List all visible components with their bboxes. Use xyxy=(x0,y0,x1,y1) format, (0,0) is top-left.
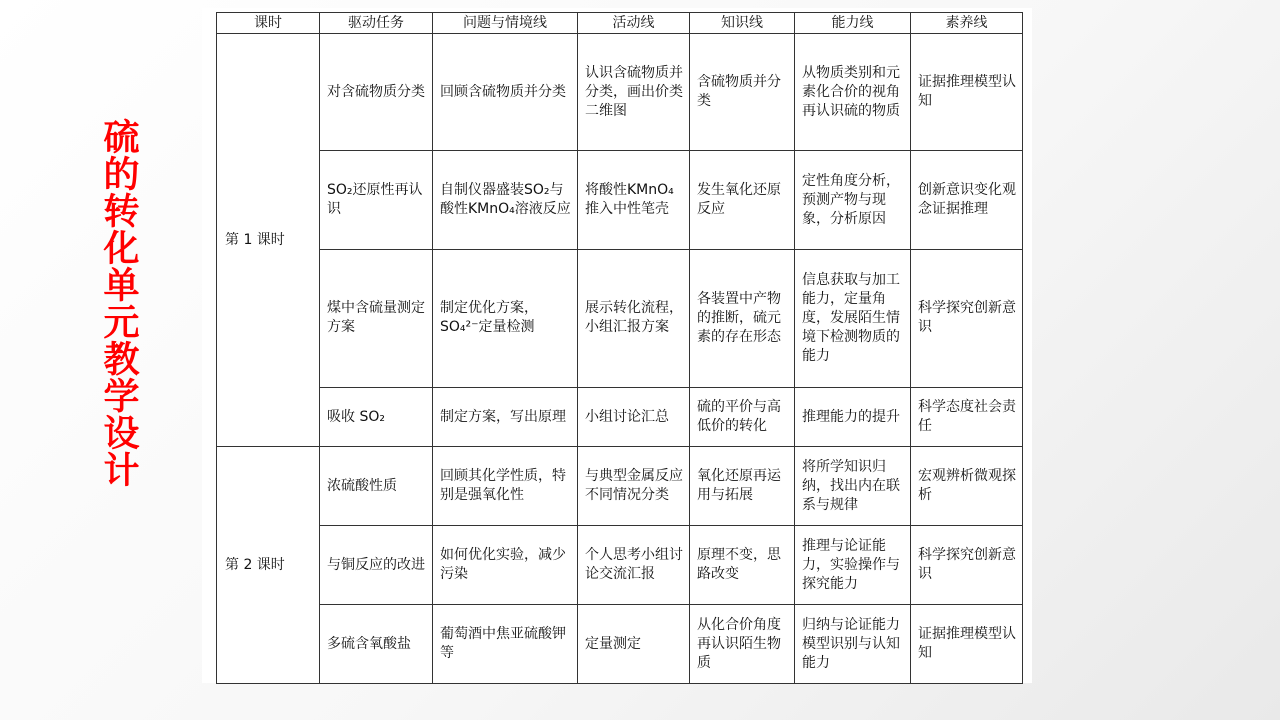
table-cell: 发生氧化还原反应 xyxy=(690,151,795,249)
table-cell: 如何优化实验，减少污染 xyxy=(433,526,578,605)
table-cell: 多硫含氧酸盐 xyxy=(320,605,433,684)
table-cell: 将酸性KMnO₄推入中性笔壳 xyxy=(578,151,690,249)
table-cell: 制定优化方案，SO₄²⁻定量检测 xyxy=(433,249,578,388)
table-cell: 氧化还原再运用与拓展 xyxy=(690,447,795,526)
table-cell: 浓硫酸性质 xyxy=(320,447,433,526)
table-cell: 定量测定 xyxy=(578,605,690,684)
table-cell: 个人思考小组讨论交流汇报 xyxy=(578,526,690,605)
header-cell: 课时 xyxy=(217,13,320,34)
table-cell: 信息获取与加工能力，定量角度，发展陌生情境下检测物质的能力 xyxy=(795,249,911,388)
table-cell: 各装置中产物的推断，硫元素的存在形态 xyxy=(690,249,795,388)
header-cell: 素养线 xyxy=(911,13,1023,34)
table-cell: 推理能力的提升 xyxy=(795,388,911,447)
table-row xyxy=(217,388,1023,447)
table-cell: 对含硫物质分类 xyxy=(320,34,433,151)
header-cell: 驱动任务 xyxy=(320,13,433,34)
header-cell: 活动线 xyxy=(578,13,690,34)
table-row xyxy=(217,447,1023,526)
table-cell: 从物质类别和元素化合价的视角再认识硫的物质 xyxy=(795,34,911,151)
table-cell: 证据推理模型认知 xyxy=(911,34,1023,151)
table-row xyxy=(217,526,1023,605)
table-cell: 归纳与论证能力模型识别与认知能力 xyxy=(795,605,911,684)
table-cell: 自制仪器盛装SO₂与酸性KMnO₄溶液反应 xyxy=(433,151,578,249)
header-row xyxy=(217,13,1023,34)
table-cell: 与铜反应的改进 xyxy=(320,526,433,605)
table-panel xyxy=(202,8,1032,683)
table-cell: 小组讨论汇总 xyxy=(578,388,690,447)
table-cell: 科学态度社会责任 xyxy=(911,388,1023,447)
table-cell: 定性角度分析，预测产物与现象，分析原因 xyxy=(795,151,911,249)
table-row xyxy=(217,151,1023,249)
table-row xyxy=(217,34,1023,151)
table-cell: 吸收 SO₂ xyxy=(320,388,433,447)
table-cell: 葡萄酒中焦亚硫酸钾等 xyxy=(433,605,578,684)
lesson-cell: 第 1 课时 xyxy=(217,34,320,447)
slide-title: 硫的转化单元教学设计 xyxy=(98,118,139,488)
header-cell: 知识线 xyxy=(690,13,795,34)
table-cell: 将所学知识归纳，找出内在联系与规律 xyxy=(795,447,911,526)
table-cell: 科学探究创新意识 xyxy=(911,249,1023,388)
table-cell: 回顾其化学性质，特别是强氧化性 xyxy=(433,447,578,526)
table-cell: 制定方案，写出原理 xyxy=(433,388,578,447)
table-cell: SO₂还原性再认识 xyxy=(320,151,433,249)
header-cell: 问题与情境线 xyxy=(433,13,578,34)
table-cell: 回顾含硫物质并分类 xyxy=(433,34,578,151)
table-cell: 煤中含硫量测定方案 xyxy=(320,249,433,388)
table-row xyxy=(217,605,1023,684)
table-row xyxy=(217,249,1023,388)
table-cell: 从化合价角度再认识陌生物质 xyxy=(690,605,795,684)
header-cell: 能力线 xyxy=(795,13,911,34)
table-cell: 创新意识变化观念证据推理 xyxy=(911,151,1023,249)
table-cell: 硫的平价与高低价的转化 xyxy=(690,388,795,447)
table-cell: 证据推理模型认知 xyxy=(911,605,1023,684)
lesson-cell: 第 2 课时 xyxy=(217,447,320,684)
lesson-design-table xyxy=(216,12,1023,684)
table-cell: 宏观辨析微观探析 xyxy=(911,447,1023,526)
table-cell: 推理与论证能力，实验操作与探究能力 xyxy=(795,526,911,605)
table-cell: 科学探究创新意识 xyxy=(911,526,1023,605)
table-cell: 展示转化流程，小组汇报方案 xyxy=(578,249,690,388)
table-cell: 认识含硫物质并分类，画出价类二维图 xyxy=(578,34,690,151)
table-cell: 原理不变，思路改变 xyxy=(690,526,795,605)
table-cell: 与典型金属反应不同情况分类 xyxy=(578,447,690,526)
table-cell: 含硫物质并分类 xyxy=(690,34,795,151)
